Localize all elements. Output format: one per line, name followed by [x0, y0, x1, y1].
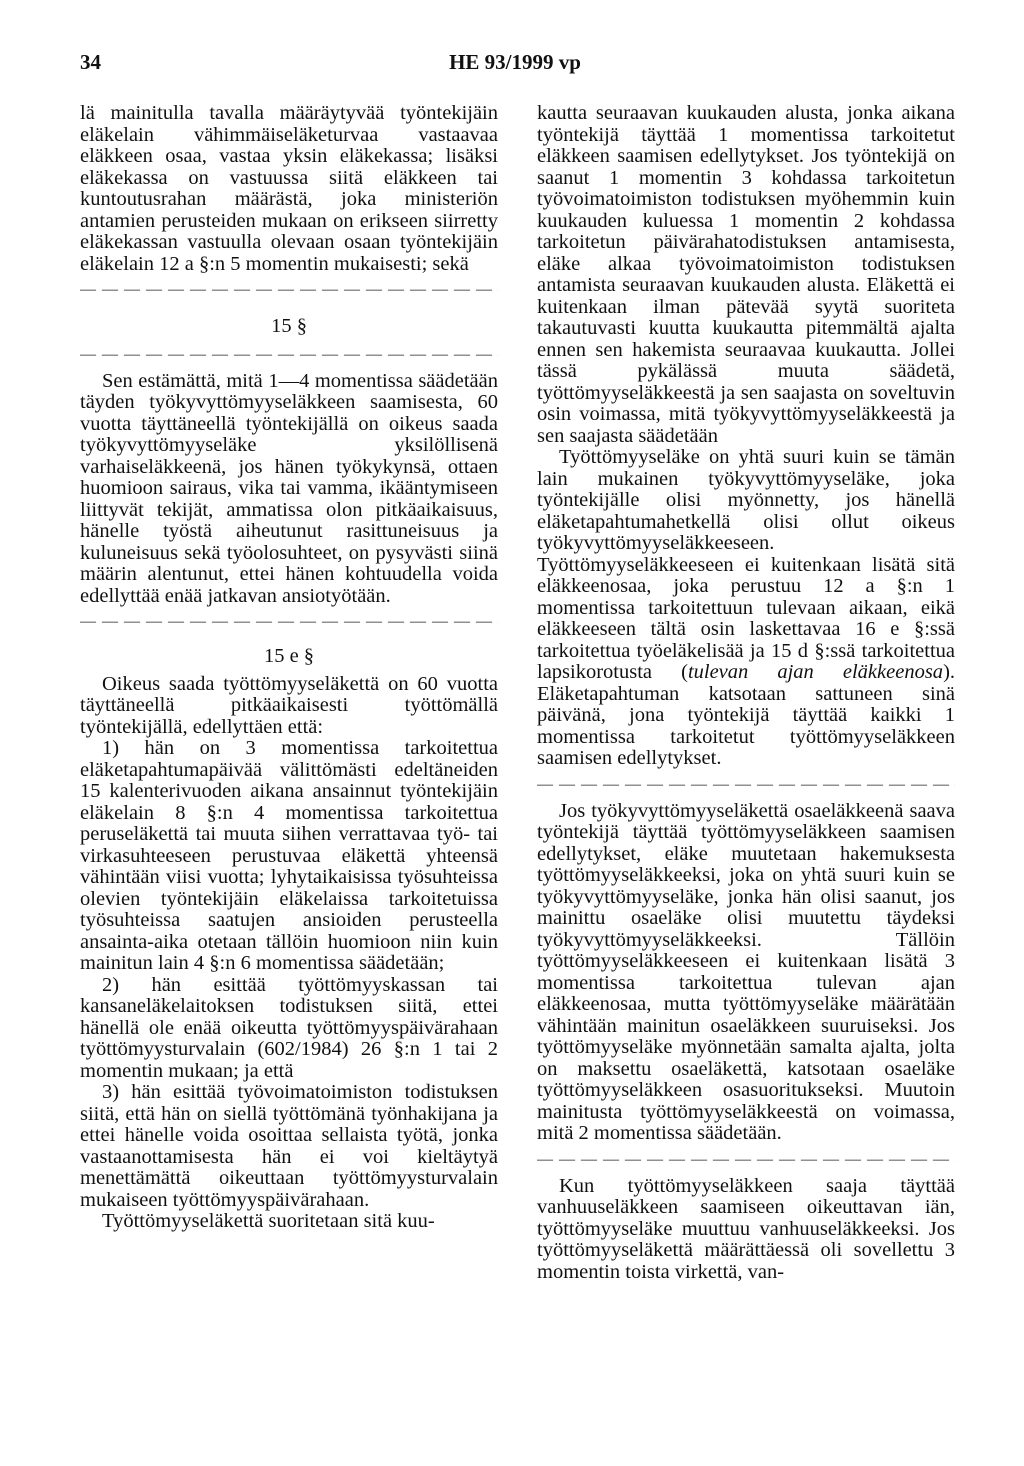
section-heading-15: 15 § [271, 315, 307, 337]
paragraph: lä mainitulla tavalla määräytyvää työntekijäin eläkelain vähimmäiseläketurvaa vastaavaa eläkkeen osaa, vastaa yksin eläkekassa; lisäksi eläkekassa on vastuussa siitä eläkkeen tai kuntoutusrahan määrästä, joka ministeriön antamien perusteiden mukaan on erikseen siirretty eläkekassan vastuulla olevaan osaan työntekijäin eläkelain 12 a §:n 5 momentin mukaisesti; sekä [80, 102, 498, 275]
paragraph: kautta seuraavan kuukauden alusta, jonka aikana työntekijä täyttää 1 momentissa tarkoitetut eläkkeen saamisen edellytykset. Jos työntekijä on saanut 1 momentin 3 kohdassa tarkoitetun työvoimatoimiston todistuksen myöhemmin kuin kuukauden kuluessa 1 momentin 2 kohdassa tarkoitetun päivärahatodistuksen antamisesta, eläke alkaa työvoimatoimiston todistuksen antamista seuraavan kuukauden alusta. Eläkettä ei kuitenkaan ilman pätevää syytä suoriteta takautuvasti kuutta kuukautta pitemmältä ajalta ennen sen hakemista seuraavaa kuukautta. Jollei tässä pykälässä muuta säädetä, työttömyyseläkkeestä ja sen saajasta on soveltuvin osin voimassa, mitä työkyvyttömyyseläkkeestä ja sen saajasta säädetään [537, 102, 955, 447]
right-column [537, 103, 955, 1283]
omission-separator [80, 611, 498, 632]
paragraph: Työttömyyseläkettä suoritetaan sitä kuu- [102, 1210, 435, 1232]
paragraph: Oikeus saada työttömyyseläkettä on 60 vuotta täyttäneellä pitkäaikaisesti työttömällä työntekijällä, edellyttäen että: [80, 672, 498, 738]
page-header [80, 50, 950, 80]
document-id: HE 93/1999 vp [449, 50, 581, 74]
paragraph: Sen estämättä, mitä 1—4 momentissa säädetään täyden työkyvyttömyyseläkkeen saamisesta, 60 vuotta täyttäneellä työntekijällä on oikeus saada työkyvyttömyyseläke yksilöllisenä varhaiseläkkeenä, jos hänen työkykynsä, ottaen huomioon sairaus, vika tai vamma, ikääntymiseen liittyvät tekijät, ammatissa olon pitkäaikaisuus, hänelle työstä aiheutunut rasittuneisuus ja kuluneisuus sekä työolosuhteet, on pysyvästi siinä määrin alentunut, ettei hänen kohtuudella voida edellyttää enää jatkavan ansiotyötään. [80, 369, 498, 607]
paragraph [537, 447, 955, 770]
omission-separator [80, 279, 498, 300]
list-item: 3) hän esittää työvoimatoimiston todistuksen siitä, että hän on siellä työttömänä työnhakijana ja ettei hänelle voida osoittaa sellaista työtä, jonka vastaanottamisesta hän ei voi kieltäytyä menettämättä oikeuttaan työttömyysturvalain mukaiseen työttömyyspäivärahaan. [80, 1081, 498, 1211]
paragraph: Jos työkyvyttömyyseläkettä osaeläkkeenä saava työntekijä täyttää työttömyyseläkkeen saamisen edellytykset, eläke muutetaan hakemuksesta työttömyyseläkkeeksi, joka on yhtä suuri kuin se työkyvyttömyyseläke, jonka hän olisi saanut, jos mainittu osaeläke olisi muutettu täydeksi työkyvyttömyyseläkkeeksi. Tällöin työttömyyseläkkeeseen ei kuitenkaan lisätä 3 momentissa tarkoitettua tulevan ajan eläkkeenosaa, mutta työttömyyseläke määrätään vähintään mainitun osaeläkkeen suuruiseksi. Jos työttömyyseläke myönnetään samalta ajalta, jolta on maksettu osaeläkettä, katsotaan osaeläke työttömyyseläkkeen osasuoritukseksi. Muutoin mainitusta työttömyyseläkkeestä on voimassa, mitä 2 momentissa säädetään. [537, 799, 955, 1144]
omission-separator [537, 1149, 955, 1170]
omission-separator [80, 344, 498, 365]
emphasis-text: tulevan ajan eläkkeenosa [687, 661, 944, 683]
section-heading-15e: 15 e § [263, 645, 315, 667]
paragraph: Kun työttömyyseläkkeen saaja täyttää vanhuuseläkkeen saamiseen oikeuttavan iän, työttömyyseläke muuttuu vanhuuseläkkeeksi. Jos työttömyyseläkettä määrättäessä oli sovellettu 3 momentin toista virkettä, van- [537, 1174, 955, 1283]
omission-separator [537, 774, 955, 795]
list-item: 1) hän on 3 momentissa tarkoitettua eläketapahtumapäivää välittömästi edeltäneiden 15 kalenterivuoden aikana ansainnut työntekijäin eläkelain 8 §:n 4 momentissa tarkoitettua peruseläkettä tai muuta siihen verrattavaa työ- tai virkasuhteeseen perustuvaa eläkettä yhteensä vähintään viisi vuotta; lyhytaikaisissa työsuhteissa olevien työntekijäin eläkelaissa tarkoitetuissa työsuhteissa saatujen ansioiden perusteella ansainta-aika otetaan tällöin huomioon niin kuin mainitun lain 4 §:n 6 momentissa säädetään; [80, 737, 498, 974]
list-item: 2) hän esittää työttömyyskassan tai kansaneläkelaitoksen todistuksen siitä, ettei hänellä ole enää oikeutta työttömyyspäivärahaan työttömyysturvalain (602/1984) 26 §:n 1 tai 2 momentin mukaan; ja että [80, 973, 498, 1082]
page-number: 34 [80, 50, 101, 74]
paragraph-text: ). Eläketapahtuman katsotaan sattuneen sinä päivänä, jona työntekijä täyttää kaikki 1 momentissa tarkoitetut työttömyyseläkkeen saamisen edellytykset. [537, 661, 956, 769]
left-column [80, 103, 498, 1233]
paragraph-text: Työttömyyseläke on yhtä suuri kuin se tämän lain mukainen työkyvyttömyyseläke, joka työntekijälle olisi myönnetty, jos hänellä eläketapahtumahetkellä olisi ollut oikeus työkyvyttömyyseläkkeeseen. Työttömyyseläkkeeseen ei kuitenkaan lisätä sitä eläkkeenosaa, joka perustuu 12 a §:n 1 momentissa tarkoitettuun tulevaan aikaan, eikä eläkkeeseen tältä osin laskettavaa 16 e §:ssä tarkoitettua työeläkelisää ja 15 d §:ssä tarkoitettua lapsikorotusta ( [537, 446, 955, 683]
